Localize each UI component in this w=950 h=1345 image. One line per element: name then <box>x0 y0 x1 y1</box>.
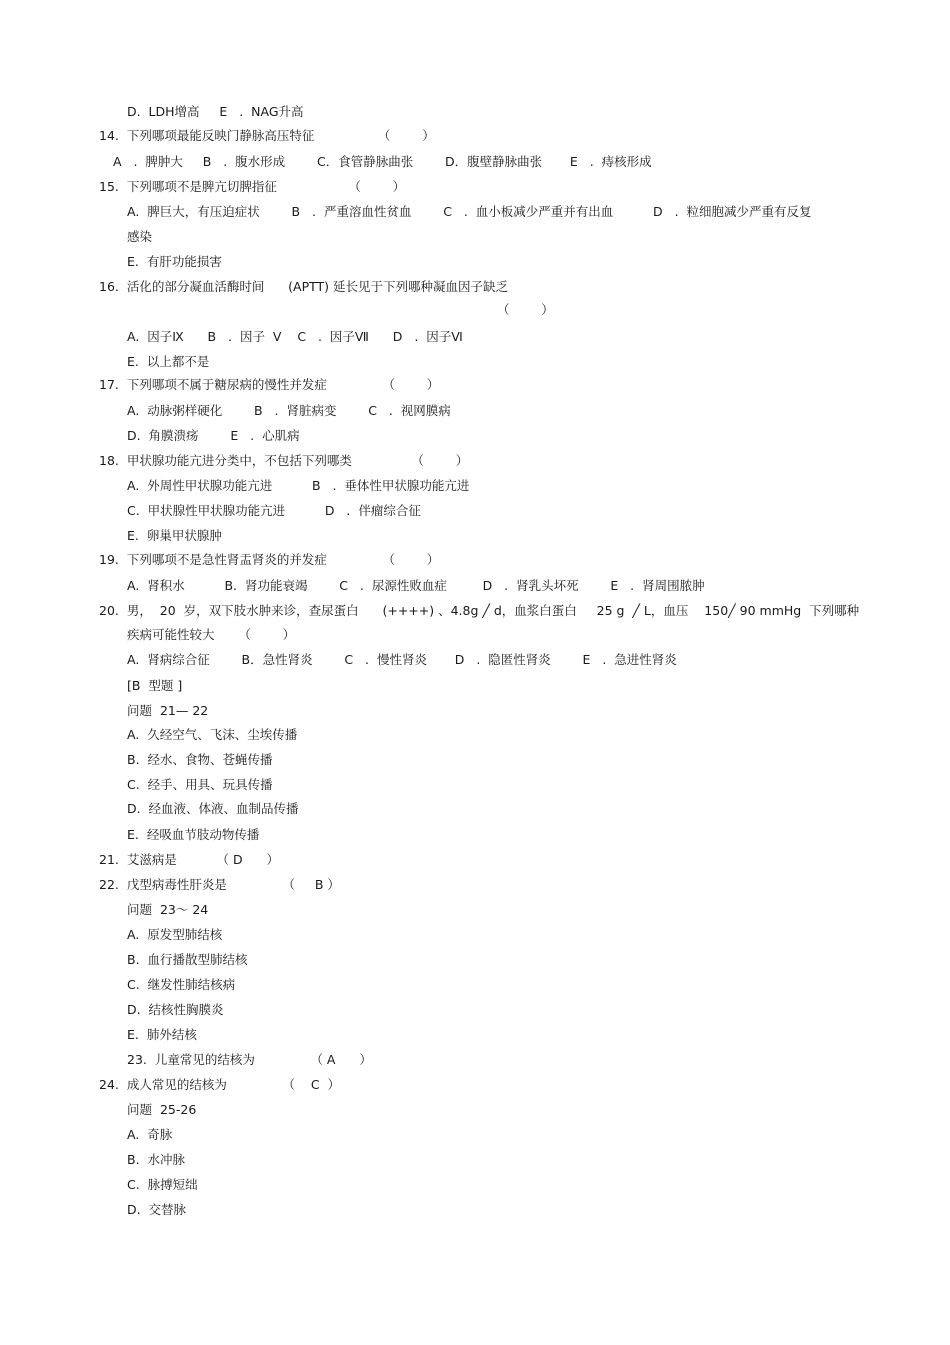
question-21: 21. 艾滋病是 （ D ） <box>99 852 279 867</box>
section-heading: [B 型题 ] <box>127 678 183 693</box>
option-line: A. 奇脉 <box>127 1127 173 1142</box>
option-line: A. 外周性甲状腺功能亢进 B . 垂体性甲状腺功能亢进 <box>127 478 470 493</box>
option-line: E. 有肝功能损害 <box>127 254 222 269</box>
option-line: C. 继发性肺结核病 <box>127 977 236 992</box>
option-line: A. 肾病综合征 B．急性肾炎 C . 慢性肾炎 D . 隐匿性肾炎 E . 急进性肾炎 <box>127 652 677 667</box>
question-24: 24. 成人常见的结核为 （ C ） <box>99 1077 341 1092</box>
option-line: E. 卵巢甲状腺肿 <box>127 528 222 543</box>
question-23: 23. 儿童常见的结核为 （ A ） <box>127 1052 372 1067</box>
option-line: A. 肾积水 B. 肾功能衰竭 C . 尿源性败血症 D . 肾乳头坏死 E . 肾周围脓肿 <box>127 578 705 593</box>
option-line: A. 动脉粥样硬化 B . 肾脏病变 C . 视网膜病 <box>127 403 451 418</box>
option-line: 感染 <box>127 229 153 244</box>
option-line: A . 脾肿大 B . 腹水形成 C．食管静脉曲张 D．腹壁静脉曲张 E . 痔核形成 <box>113 154 652 169</box>
question-14: 14. 下列哪项最能反映门静脉高压特征 （ ） <box>99 128 435 143</box>
option-line: B. 经水、食物、苍蝇传播 <box>127 752 273 767</box>
option-line: D. 角膜溃疡 E . 心肌病 <box>127 428 300 443</box>
question-18: 18. 甲状腺功能亢进分类中，不包括下列哪类 （ ） <box>99 453 469 468</box>
question-15: 15. 下列哪项不是脾亢切脾指征 （ ） <box>99 179 406 194</box>
question-20: 20. 男， 20 岁，双下肢水肿来诊，查尿蛋白 (++++) 、4.8g ╱ d，血浆白蛋白 25 g ╱ L，血压 150╱ 90 mmHg 下列哪种 <box>99 603 860 618</box>
question-17: 17. 下列哪项不属于糖尿病的慢性并发症 （ ） <box>99 377 440 392</box>
group-heading: 问题 23～ 24 <box>127 902 209 917</box>
option-line: E. 肺外结核 <box>127 1027 197 1042</box>
option-line: C. 脉搏短绌 <box>127 1177 198 1192</box>
option-line: D. LDH增高 E . NAG升高 <box>127 104 304 119</box>
answer-bracket: （ ） <box>497 302 554 317</box>
option-line: C. 经手、用具、玩具传播 <box>127 777 273 792</box>
question-19: 19. 下列哪项不是急性肾盂肾炎的并发症 （ ） <box>99 552 440 567</box>
question-16: 16. 活化的部分凝血活酶时间 (APTT) 延长见于下列哪种凝血因子缺乏 <box>99 279 509 294</box>
option-line: A. 久经空气、飞沫、尘埃传播 <box>127 727 298 742</box>
option-line: D. 交替脉 <box>127 1202 187 1217</box>
group-heading: 问题 21— 22 <box>127 703 209 718</box>
group-heading: 问题 25-26 <box>127 1102 197 1117</box>
option-line: A. 因子Ⅸ B . 因子 V C . 因子Ⅶ D . 因子Ⅵ <box>127 329 463 344</box>
option-line: A. 脾巨大，有压迫症状 B . 严重溶血性贫血 C . 血小板减少严重并有出血 D . 粒细胞减少严重有反复 <box>127 204 812 219</box>
option-line: E. 以上都不是 <box>127 354 210 369</box>
option-line: B. 水冲脉 <box>127 1152 185 1167</box>
option-line: B. 血行播散型肺结核 <box>127 952 248 967</box>
option-line: C. 甲状腺性甲状腺功能亢进 D . 伴瘤综合征 <box>127 503 421 518</box>
option-line: E. 经吸血节肢动物传播 <box>127 827 260 842</box>
option-line: 疾病可能性较大 （ ） <box>127 627 296 642</box>
question-22: 22. 戊型病毒性肝炎是 （ B ） <box>99 877 340 892</box>
option-line: A. 原发型肺结核 <box>127 927 223 942</box>
option-line: D. 经血液、体液、血制品传播 <box>127 801 299 816</box>
option-line: D. 结核性胸膜炎 <box>127 1002 224 1017</box>
